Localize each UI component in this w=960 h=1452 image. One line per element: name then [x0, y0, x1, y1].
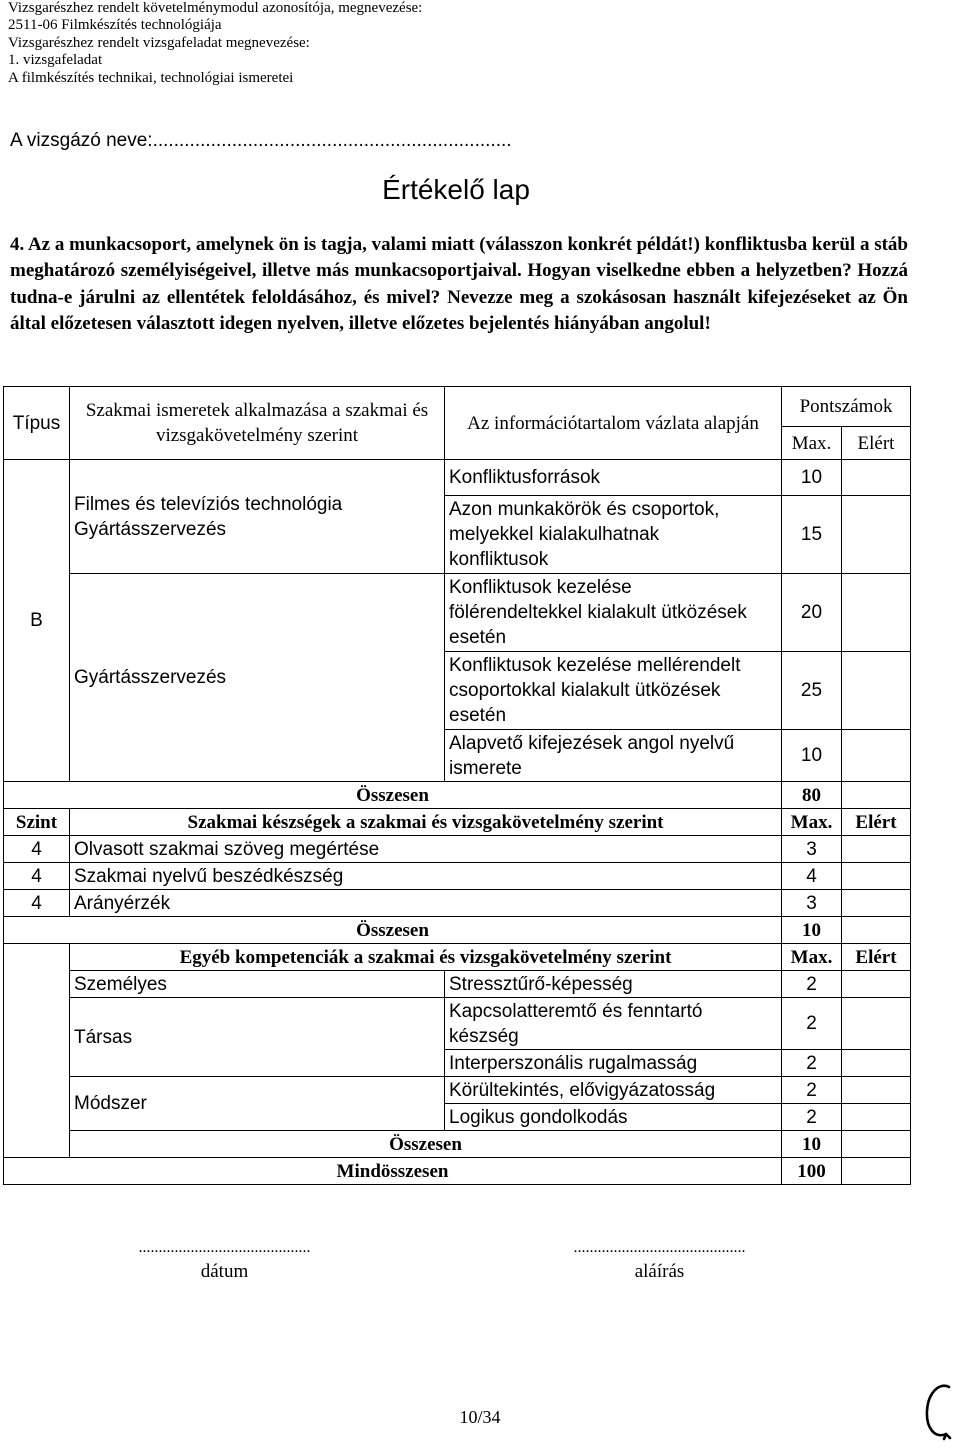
grand-total-label: Mindösszesen [4, 1158, 782, 1185]
header-line: Vizsgarészhez rendelt követelménymodul azonosítója, megnevezése: [8, 0, 423, 16]
header-max: Max. [782, 944, 842, 971]
publisher-logo-icon [922, 1378, 956, 1444]
competence-group: Személyes [70, 971, 445, 998]
header-tipus: Típus [4, 387, 70, 460]
header-max: Max. [782, 809, 842, 836]
max-score: 2 [782, 998, 842, 1050]
subtotal-achieved[interactable] [842, 782, 911, 809]
achieved-score[interactable] [842, 890, 911, 917]
header-pontszamok: Pontszámok [782, 387, 911, 427]
subtotal-label: Összesen [4, 782, 782, 809]
max-score: 2 [782, 1050, 842, 1077]
header-szakmai-ismeretek: Szakmai ismeretek alkalmazása a szakmai és vizsgakövetelmény szerint [70, 387, 445, 460]
competence-item: Logikus gondolkodás [445, 1104, 782, 1131]
date-label: dátum [200, 1261, 249, 1282]
header-szint: Szint [4, 809, 70, 836]
max-score: 2 [782, 1104, 842, 1131]
max-score: 3 [782, 836, 842, 863]
header-line: A filmkészítés technikai, technológiai ismeretei [8, 69, 294, 86]
document-header [8, 0, 422, 87]
signature-label: aláírás [634, 1261, 685, 1282]
examinee-name-field: A vizsgázó neve:.................................................................... [10, 130, 512, 151]
achieved-score[interactable] [842, 998, 911, 1050]
task-text: 4. Az a munkacsoport, amelynek ön is tagja, valami miatt (válasszon konkrét példát!) konfliktusba kerül a stáb meghatározó személyiségeivel, illetve más munkacsoportjaival. Hogyan viselkedne ebben a helyzetben? Hozzá tudna-e járulni az ellentétek feloldásához, és mivel? Nevezze meg a szokásosan használt kifejezéseket az Ön által előzetesen választott idegen nyelven, illetve előzetes bejelentés hiányában angolul! [10, 234, 908, 334]
header-line: 2511-06 Filmkészítés technológiája [8, 17, 222, 34]
signature-block [527, 1238, 792, 1286]
achieved-score[interactable] [842, 836, 911, 863]
subtotal-max: 10 [782, 1131, 842, 1158]
page-number: 10/34 [459, 1407, 501, 1427]
achieved-score[interactable] [842, 1077, 911, 1104]
topic-cell: Filmes és televíziós technológia Gyártásszervezés [70, 460, 445, 574]
header-elert: Elért [842, 944, 911, 971]
date-line: ........................................... [138, 1239, 311, 1256]
competence-item: Interperszonális rugalmasság [445, 1050, 782, 1077]
competence-item: Kapcsolatteremtő és fenntartó készség [445, 998, 782, 1050]
signature-line: ........................................... [573, 1239, 746, 1256]
content-item: Alapvető kifejezések angol nyelvű ismerete [445, 730, 782, 782]
header-informaciotartalom: Az információtartalom vázlata alapján [445, 387, 782, 460]
subtotal-max: 10 [782, 917, 842, 944]
grand-total-max: 100 [782, 1158, 842, 1185]
achieved-score[interactable] [842, 1104, 911, 1131]
content-item: Azon munkakörök és csoportok, melyekkel kialakulhatnak konfliktusok [445, 496, 782, 574]
competence-group: Módszer [70, 1077, 445, 1131]
subtotal-achieved[interactable] [842, 1131, 911, 1158]
max-score: 3 [782, 890, 842, 917]
achieved-score[interactable] [842, 730, 911, 782]
max-score: 2 [782, 971, 842, 998]
content-item: Konfliktusok kezelése fölérendeltekkel kialakult ütközések esetén [445, 574, 782, 652]
max-score: 25 [782, 652, 842, 730]
section-title: Egyéb kompetenciák a szakmai és vizsgakövetelmény szerint [70, 944, 782, 971]
task-description [10, 232, 908, 337]
skill-level: 4 [4, 890, 70, 917]
grand-total-achieved[interactable] [842, 1158, 911, 1185]
achieved-score[interactable] [842, 863, 911, 890]
skill-level: 4 [4, 863, 70, 890]
skill-name: Arányérzék [70, 890, 782, 917]
header-max: Max. [782, 427, 842, 460]
header-elert: Elért [842, 809, 911, 836]
subtotal-label: Összesen [70, 1131, 782, 1158]
max-score: 4 [782, 863, 842, 890]
section-title: Szakmai készségek a szakmai és vizsgakövetelmény szerint [70, 809, 782, 836]
header-line: Vizsgarészhez rendelt vizsgafeladat megnevezése: [8, 34, 310, 51]
evaluation-table [3, 386, 911, 1185]
competence-group: Társas [70, 998, 445, 1077]
achieved-score[interactable] [842, 574, 911, 652]
section-type: B [4, 460, 70, 782]
subtotal-max: 80 [782, 782, 842, 809]
max-score: 10 [782, 460, 842, 496]
page-title-text: Értékelő lap [382, 174, 530, 205]
date-signature-block [92, 1238, 357, 1286]
competence-item: Körültekintés, elővigyázatosság [445, 1077, 782, 1104]
subtotal-label: Összesen [4, 917, 782, 944]
max-score: 10 [782, 730, 842, 782]
achieved-score[interactable] [842, 652, 911, 730]
content-item: Konfliktusok kezelése mellérendelt csoportokkal kialakult ütközések esetén [445, 652, 782, 730]
content-item: Konfliktusforrások [445, 460, 782, 496]
achieved-score[interactable] [842, 1050, 911, 1077]
max-score: 15 [782, 496, 842, 574]
skill-name: Olvasott szakmai szöveg megértése [70, 836, 782, 863]
skill-name: Szakmai nyelvű beszédkészség [70, 863, 782, 890]
max-score: 20 [782, 574, 842, 652]
achieved-score[interactable] [842, 971, 911, 998]
achieved-score[interactable] [842, 460, 911, 496]
max-score: 2 [782, 1077, 842, 1104]
topic-cell: Gyártásszervezés [70, 574, 445, 782]
skill-level: 4 [4, 836, 70, 863]
empty-cell [4, 944, 70, 1158]
header-elert: Elért [842, 427, 911, 460]
achieved-score[interactable] [842, 496, 911, 574]
page-title [0, 174, 960, 206]
subtotal-achieved[interactable] [842, 917, 911, 944]
competence-item: Stressztűrő-képesség [445, 971, 782, 998]
header-line: 1. vizsgafeladat [8, 52, 103, 69]
